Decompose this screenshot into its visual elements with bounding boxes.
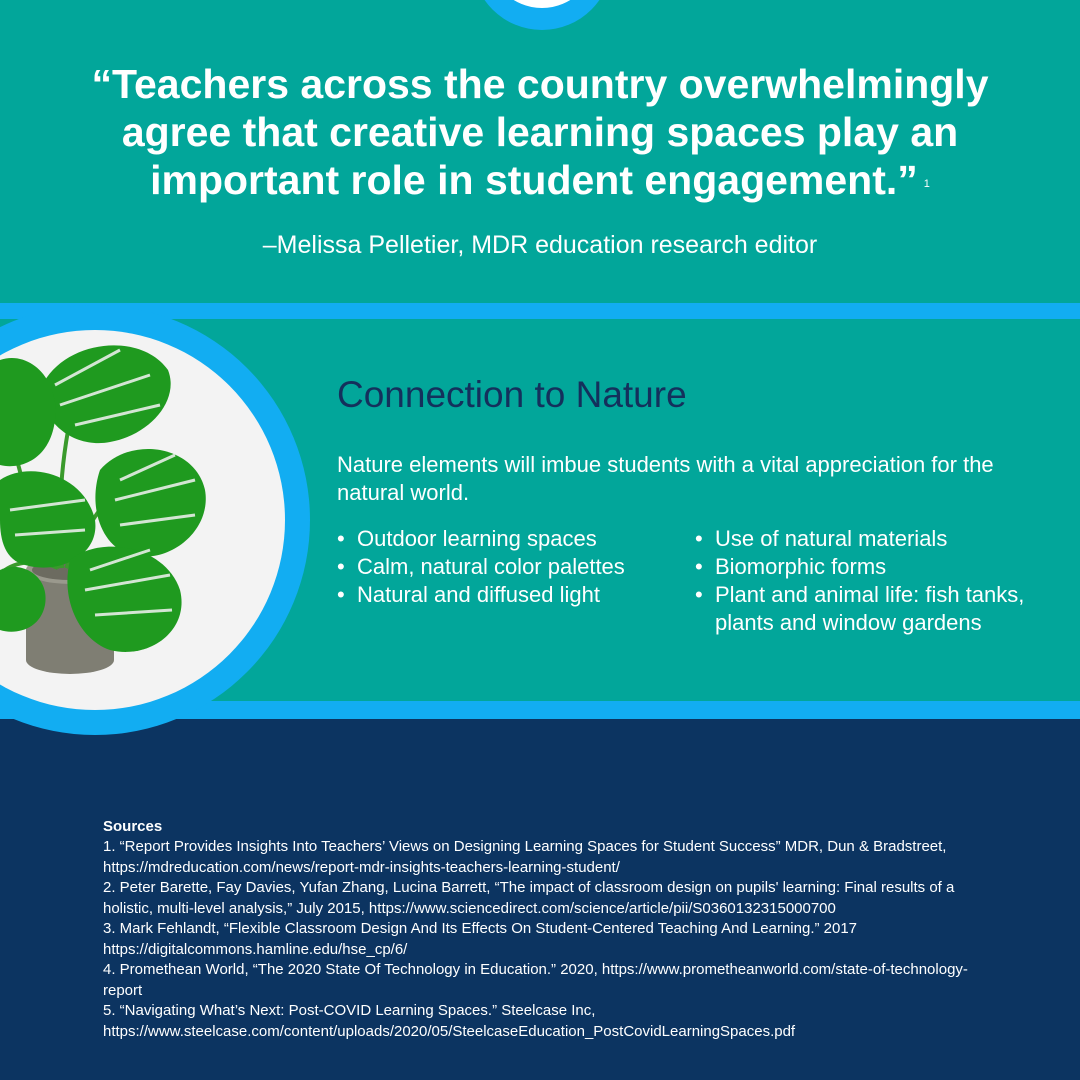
source-item: 3. Mark Fehlandt, “Flexible Classroom Design And Its Effects On Student-Centered Teaching And Learning.” 2017 https://digitalcommons.hamline.edu/hse_cp/6/ <box>103 920 858 958</box>
section-description: Nature elements will imbue students with a vital appreciation for the natural world. <box>337 452 994 505</box>
source-item: 4. Promethean World, “The 2020 State Of Technology in Education.” 2020, https://www.prometheanworld.com/state-of-technology-report <box>103 961 968 999</box>
source-item: 2. Peter Barette, Fay Davies, Yufan Zhang, Lucina Barrett, “The impact of classroom design on pupils' learning: Final results of a holistic, multi-level analysis,” July 2015, https://www.sciencedirect.com/science/article/pii/S0360132315000700 <box>103 879 955 917</box>
sources-list <box>103 837 1003 1042</box>
quote-body: “Teachers across the country overwhelmingly agree that creative learning spaces play an important role in student engagement.” <box>91 61 989 203</box>
list-item: • Natural and diffused light <box>337 581 687 609</box>
quote-attribution: –Melissa Pelletier, MDR education research editor <box>262 231 818 259</box>
plant-icon <box>0 330 290 710</box>
source-item: 5. “Navigating What’s Next: Post-COVID Learning Spaces.” Steelcase Inc, https://www.steelcase.com/content/uploads/2020/05/SteelcaseEducation_PostCovidLearningSpaces.pdf <box>103 1002 796 1040</box>
list-item: • Biomorphic forms <box>695 553 1070 581</box>
bullet-list-left <box>337 525 687 609</box>
list-item: • Outdoor learning spaces <box>337 525 687 553</box>
sources-title: Sources <box>103 818 163 835</box>
list-item: • Calm, natural color palettes <box>337 553 687 581</box>
quote-text <box>60 60 1020 204</box>
bullet-list-right <box>695 525 1070 637</box>
source-item: 1. “Report Provides Insights Into Teachers’ Views on Designing Learning Spaces for Student Success” MDR, Dun & Bradstreet, https://mdreducation.com/news/report-mdr-insights-teachers-learning-student/ <box>103 838 947 876</box>
quote-footnote: 1 <box>923 178 930 190</box>
list-item: • Use of natural materials <box>695 525 1070 553</box>
list-item: • Plant and animal life: fish tanks, plants and window gardens <box>695 581 1070 637</box>
section-title: Connection to Nature <box>337 374 687 415</box>
